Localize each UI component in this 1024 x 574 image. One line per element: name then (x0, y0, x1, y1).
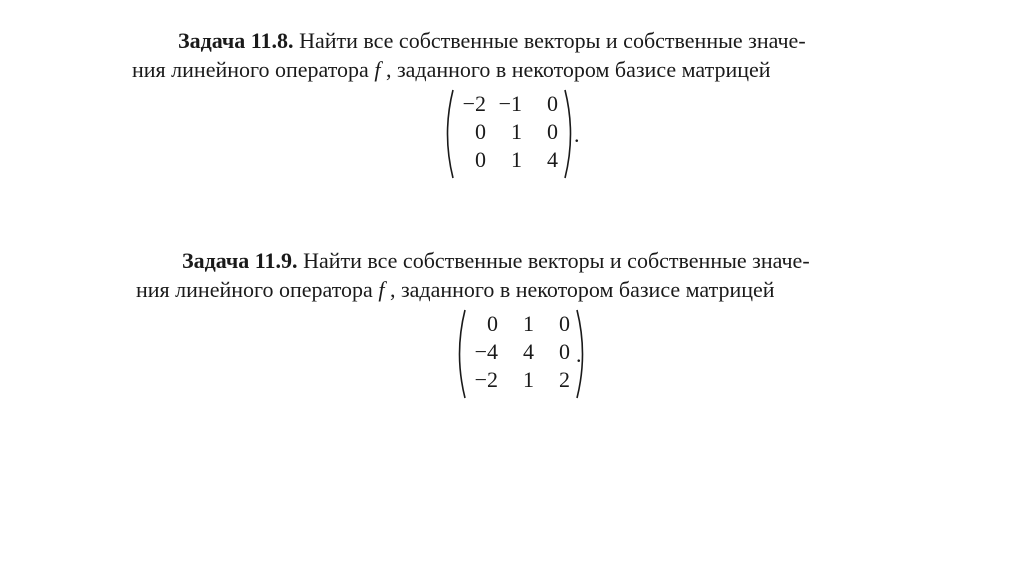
problem-text: , заданного в некотором базисе матрицей (389, 277, 775, 302)
matrix-cell: −2 (462, 91, 486, 116)
operator-symbol: f (378, 277, 385, 302)
matrix-cell: −1 (498, 91, 522, 116)
problem-line-1 (178, 28, 806, 54)
matrix-cell: 4 (547, 147, 558, 172)
matrix (440, 88, 578, 180)
problem-line-2 (132, 57, 771, 83)
matrix-cell: 0 (487, 311, 498, 336)
problem-line-2 (136, 277, 775, 303)
matrix-cell: 1 (511, 147, 522, 172)
matrix-cell: 0 (475, 119, 486, 144)
matrix-cell: 0 (547, 119, 558, 144)
problem-text: ния линейного оператора (132, 57, 369, 82)
matrix-cell: −4 (474, 339, 498, 364)
left-paren-icon (452, 308, 468, 400)
matrix-cell: 0 (559, 339, 570, 364)
matrix-cell: 4 (523, 339, 534, 364)
matrix-grid (468, 308, 574, 400)
operator-symbol: f (374, 57, 381, 82)
matrix-cell: 1 (523, 367, 534, 392)
matrix-end-period: . (574, 122, 580, 147)
matrix-cell: 1 (511, 119, 522, 144)
matrix-cell: 1 (523, 311, 534, 336)
problem-line-1 (182, 248, 810, 274)
matrix-end-period: . (576, 342, 582, 367)
problem-title: Задача 11.9. (182, 248, 298, 273)
problem-text: , заданного в некотором базисе матрицей (385, 57, 771, 82)
problem-text: Найти все собственные векторы и собственные значе- (297, 248, 810, 273)
problem-text: Найти все собственные векторы и собственные значе- (293, 28, 806, 53)
matrix-cell: 0 (475, 147, 486, 172)
matrix-cell: 0 (547, 91, 558, 116)
matrix (452, 308, 590, 400)
matrix-cell: 0 (559, 311, 570, 336)
matrix-cell: −2 (474, 367, 498, 392)
problem-text: ния линейного оператора (136, 277, 373, 302)
matrix-cell: 2 (559, 367, 570, 392)
matrix-grid (456, 88, 562, 180)
left-paren-icon (440, 88, 456, 180)
problem-title: Задача 11.8. (178, 28, 294, 53)
